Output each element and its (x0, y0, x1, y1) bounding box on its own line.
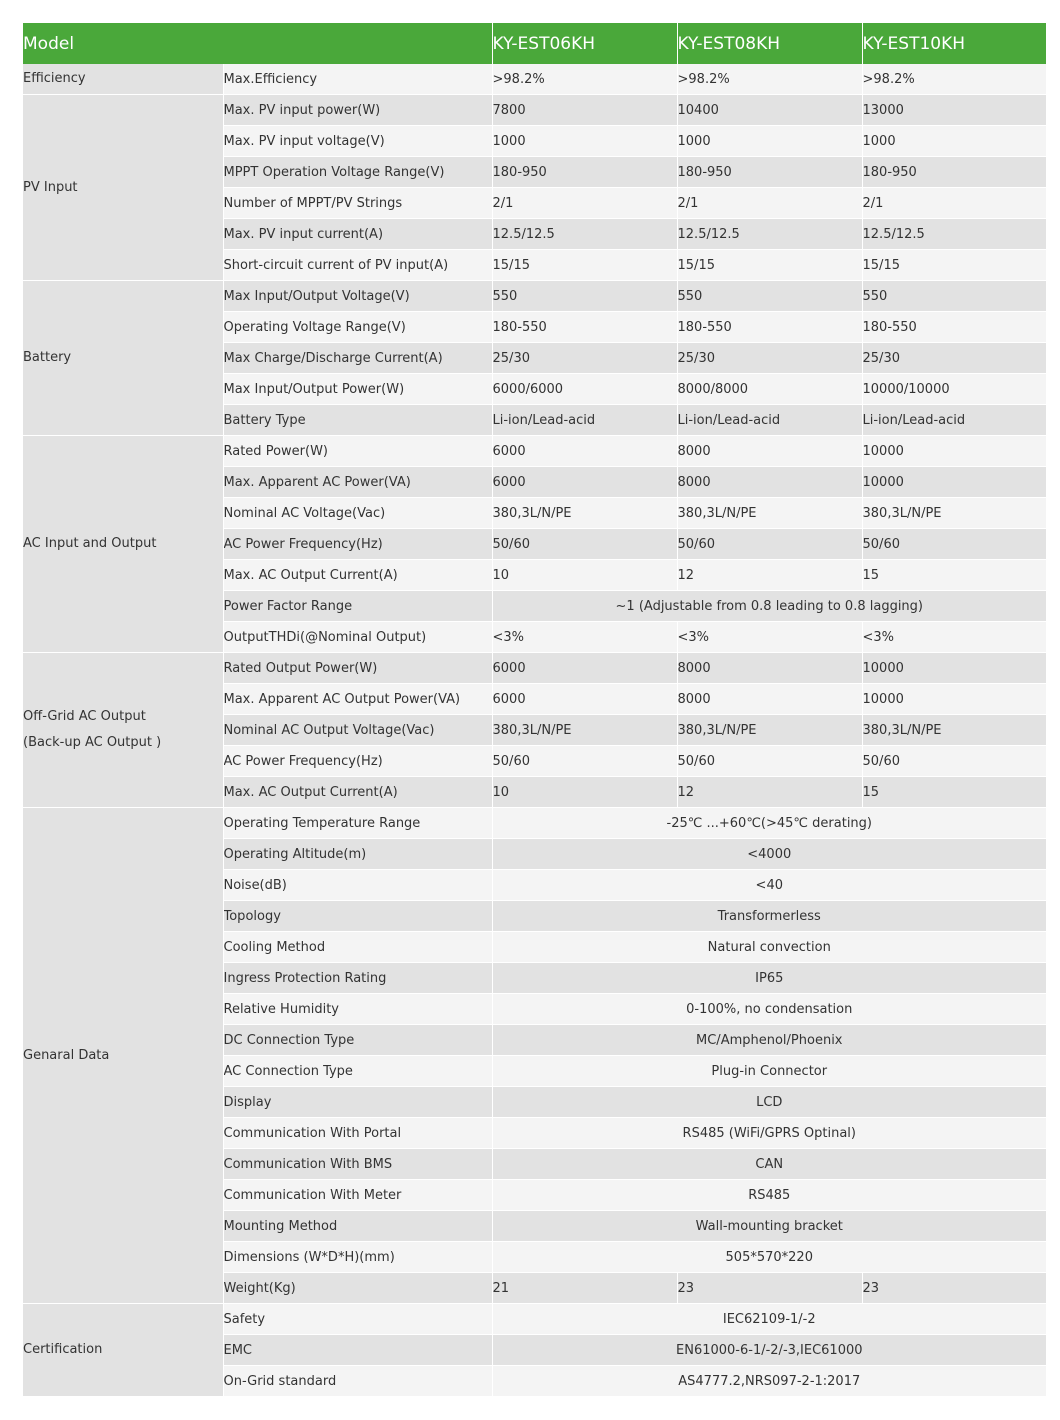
value-cell: 380,3L/N/PE (677, 715, 862, 746)
value-cell: 15/15 (862, 250, 1046, 281)
value-cell: 50/60 (677, 529, 862, 560)
value-cell: 12 (677, 560, 862, 591)
parameter-name: AC Power Frequency(Hz) (223, 746, 492, 777)
value-cell: 12.5/12.5 (492, 219, 677, 250)
table-row (23, 436, 1046, 467)
value-cell: 6000 (492, 684, 677, 715)
parameter-name: DC Connection Type (223, 1025, 492, 1056)
group-label (23, 436, 223, 653)
parameter-name: Max. PV input current(A) (223, 219, 492, 250)
value-cell: 1000 (492, 126, 677, 157)
parameter-name: Cooling Method (223, 932, 492, 963)
shared-value-cell: MC/Amphenol/Phoenix (492, 1025, 1046, 1056)
value-cell: 8000 (677, 684, 862, 715)
value-cell: 10000 (862, 653, 1046, 684)
value-cell: 15/15 (677, 250, 862, 281)
model-column-header: KY-EST10KH (862, 23, 1046, 64)
parameter-name: Power Factor Range (223, 591, 492, 622)
parameter-name: Communication With Portal (223, 1118, 492, 1149)
shared-value-cell: LCD (492, 1087, 1046, 1118)
group-label (23, 808, 223, 1304)
value-cell: 2/1 (677, 188, 862, 219)
table-row (23, 653, 1046, 684)
parameter-name: Max Input/Output Voltage(V) (223, 281, 492, 312)
group-label-line: PV Input (23, 179, 78, 195)
parameter-name: Operating Altitude(m) (223, 839, 492, 870)
header-row (23, 23, 1046, 64)
parameter-name: AC Connection Type (223, 1056, 492, 1087)
shared-value-cell: EN61000-6-1/-2/-3,IEC61000 (492, 1335, 1046, 1366)
value-cell: 10000 (862, 684, 1046, 715)
parameter-name: Max. Apparent AC Output Power(VA) (223, 684, 492, 715)
value-cell: >98.2% (862, 64, 1046, 95)
value-cell: 7800 (492, 95, 677, 126)
value-cell: 8000/8000 (677, 374, 862, 405)
parameter-name: Dimensions (W*D*H)(mm) (223, 1242, 492, 1273)
value-cell: 180-550 (862, 312, 1046, 343)
value-cell: 15 (862, 777, 1046, 808)
value-cell: 10000/10000 (862, 374, 1046, 405)
parameter-name: AC Power Frequency(Hz) (223, 529, 492, 560)
value-cell: 23 (677, 1273, 862, 1304)
parameter-name: Mounting Method (223, 1211, 492, 1242)
model-header: Model (23, 23, 492, 64)
parameter-name: Max Input/Output Power(W) (223, 374, 492, 405)
value-cell: 12.5/12.5 (862, 219, 1046, 250)
value-cell: 23 (862, 1273, 1046, 1304)
value-cell: 380,3L/N/PE (862, 715, 1046, 746)
parameter-name: Max.Efficiency (223, 64, 492, 95)
shared-value-cell: IEC62109-1/-2 (492, 1304, 1046, 1335)
value-cell: 10000 (862, 467, 1046, 498)
parameter-name: Safety (223, 1304, 492, 1335)
group-label (23, 1304, 223, 1397)
value-cell: 380,3L/N/PE (677, 498, 862, 529)
parameter-name: Noise(dB) (223, 870, 492, 901)
value-cell: Li-ion/Lead-acid (677, 405, 862, 436)
shared-value-cell: Natural convection (492, 932, 1046, 963)
shared-value-cell: Transformerless (492, 901, 1046, 932)
value-cell: 25/30 (862, 343, 1046, 374)
parameter-name: MPPT Operation Voltage Range(V) (223, 157, 492, 188)
parameter-name: Nominal AC Voltage(Vac) (223, 498, 492, 529)
value-cell: 15 (862, 560, 1046, 591)
shared-value-cell: 505*570*220 (492, 1242, 1046, 1273)
shared-value-cell: -25℃ ...+60℃(>45℃ derating) (492, 808, 1046, 839)
value-cell: 8000 (677, 436, 862, 467)
shared-value-cell: <40 (492, 870, 1046, 901)
shared-value-cell: RS485 (WiFi/GPRS Optinal) (492, 1118, 1046, 1149)
shared-value-cell: <4000 (492, 839, 1046, 870)
value-cell: 550 (492, 281, 677, 312)
group-label-line: AC Input and Output (23, 536, 157, 551)
value-cell: 50/60 (862, 529, 1046, 560)
parameter-name: Max. PV input power(W) (223, 95, 492, 126)
parameter-name: On-Grid standard (223, 1366, 492, 1397)
value-cell: 1000 (862, 126, 1046, 157)
parameter-name: Rated Power(W) (223, 436, 492, 467)
group-label-line: Certification (23, 1342, 103, 1357)
value-cell: >98.2% (677, 64, 862, 95)
value-cell: >98.2% (492, 64, 677, 95)
value-cell: 21 (492, 1273, 677, 1304)
value-cell: 550 (677, 281, 862, 312)
value-cell: 25/30 (492, 343, 677, 374)
group-label-line: (Back-up AC Output ) (23, 735, 162, 750)
value-cell: 180-550 (677, 312, 862, 343)
value-cell: 50/60 (862, 746, 1046, 777)
value-cell: <3% (677, 622, 862, 653)
parameter-name: Communication With BMS (223, 1149, 492, 1180)
shared-value-cell: Wall-mounting bracket (492, 1211, 1046, 1242)
group-label-line: Genaral Data (23, 1047, 110, 1063)
value-cell: 12 (677, 777, 862, 808)
value-cell: 550 (862, 281, 1046, 312)
value-cell: 6000 (492, 653, 677, 684)
value-cell: 25/30 (677, 343, 862, 374)
value-cell: 10000 (862, 436, 1046, 467)
value-cell: 10400 (677, 95, 862, 126)
value-cell: 380,3L/N/PE (492, 715, 677, 746)
table-row (23, 808, 1046, 839)
spec-table (23, 23, 1046, 1397)
value-cell: 10 (492, 777, 677, 808)
value-cell: 50/60 (492, 746, 677, 777)
value-cell: 8000 (677, 653, 862, 684)
shared-value-cell: Plug-in Connector (492, 1056, 1046, 1087)
group-label-line: Off-Grid AC Output (23, 709, 146, 724)
group-label-line: Battery (23, 350, 72, 365)
value-cell: 8000 (677, 467, 862, 498)
value-cell: 6000 (492, 436, 677, 467)
value-cell: 50/60 (677, 746, 862, 777)
group-label (23, 64, 223, 95)
parameter-name: Number of MPPT/PV Strings (223, 188, 492, 219)
parameter-name: Ingress Protection Rating (223, 963, 492, 994)
value-cell: 380,3L/N/PE (492, 498, 677, 529)
parameter-name: EMC (223, 1335, 492, 1366)
shared-value-cell: RS485 (492, 1180, 1046, 1211)
value-cell: 13000 (862, 95, 1046, 126)
parameter-name: Operating Temperature Range (223, 808, 492, 839)
value-cell: 2/1 (492, 188, 677, 219)
model-column-header: KY-EST08KH (677, 23, 862, 64)
shared-value-cell: CAN (492, 1149, 1046, 1180)
parameter-name: Battery Type (223, 405, 492, 436)
table-row (23, 281, 1046, 312)
spec-body (23, 64, 1046, 1397)
parameter-name: Relative Humidity (223, 994, 492, 1025)
value-cell: 50/60 (492, 529, 677, 560)
table-row (23, 64, 1046, 95)
value-cell: Li-ion/Lead-acid (492, 405, 677, 436)
group-label-line: Efficiency (23, 71, 86, 86)
model-column-header: KY-EST06KH (492, 23, 677, 64)
value-cell: 6000 (492, 467, 677, 498)
shared-value-cell: AS4777.2,NRS097-2-1:2017 (492, 1366, 1046, 1397)
value-cell: <3% (492, 622, 677, 653)
parameter-name: Rated Output Power(W) (223, 653, 492, 684)
value-cell: 180-950 (862, 157, 1046, 188)
value-cell: 1000 (677, 126, 862, 157)
value-cell: 380,3L/N/PE (862, 498, 1046, 529)
parameter-name: Display (223, 1087, 492, 1118)
value-cell: 180-950 (677, 157, 862, 188)
parameter-name: Max. Apparent AC Power(VA) (223, 467, 492, 498)
group-label (23, 95, 223, 281)
parameter-name: Max. AC Output Current(A) (223, 560, 492, 591)
shared-value-cell: ~1 (Adjustable from 0.8 leading to 0.8 lagging) (492, 591, 1046, 622)
shared-value-cell: IP65 (492, 963, 1046, 994)
value-cell: Li-ion/Lead-acid (862, 405, 1046, 436)
value-cell: 180-550 (492, 312, 677, 343)
table-row (23, 1304, 1046, 1335)
value-cell: 10 (492, 560, 677, 591)
parameter-name: Communication With Meter (223, 1180, 492, 1211)
parameter-name: Topology (223, 901, 492, 932)
parameter-name: Max. PV input voltage(V) (223, 126, 492, 157)
parameter-name: Nominal AC Output Voltage(Vac) (223, 715, 492, 746)
parameter-name: Short-circuit current of PV input(A) (223, 250, 492, 281)
parameter-name: OutputTHDi(@Nominal Output) (223, 622, 492, 653)
value-cell: 12.5/12.5 (677, 219, 862, 250)
value-cell: 180-950 (492, 157, 677, 188)
parameter-name: Weight(Kg) (223, 1273, 492, 1304)
value-cell: 15/15 (492, 250, 677, 281)
value-cell: 2/1 (862, 188, 1046, 219)
value-cell: <3% (862, 622, 1046, 653)
parameter-name: Operating Voltage Range(V) (223, 312, 492, 343)
table-row (23, 95, 1046, 126)
group-label (23, 281, 223, 436)
shared-value-cell: 0-100%, no condensation (492, 994, 1046, 1025)
parameter-name: Max. AC Output Current(A) (223, 777, 492, 808)
parameter-name: Max Charge/Discharge Current(A) (223, 343, 492, 374)
group-label (23, 653, 223, 808)
value-cell: 6000/6000 (492, 374, 677, 405)
